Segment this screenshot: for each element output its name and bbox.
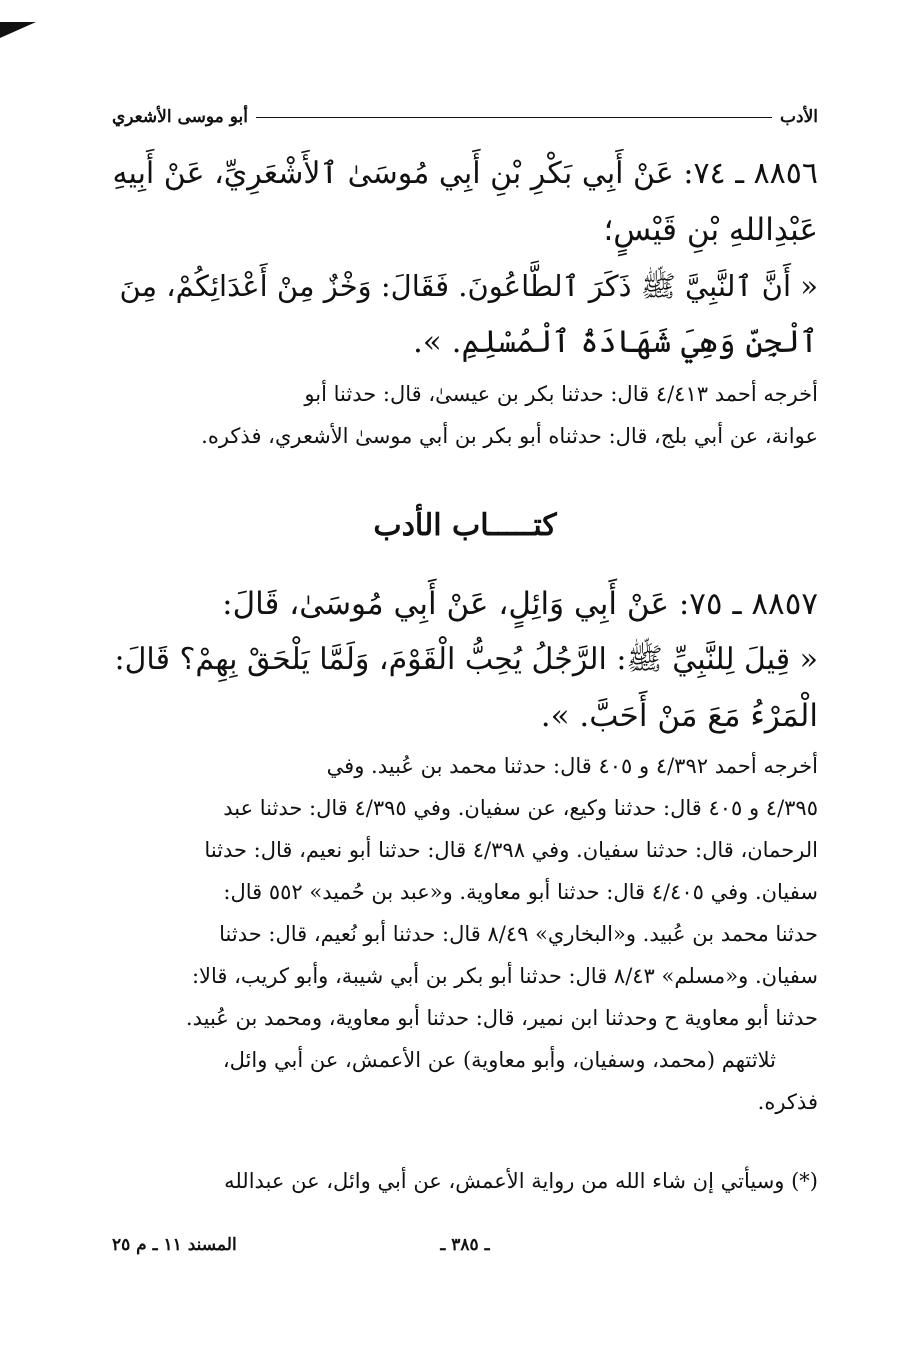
footnote-line: (*) وسيأتي إن شاء الله من رواية الأعمش، عن أبي وائل، عن عبدالله bbox=[224, 1169, 818, 1193]
takhrij-line: عوانة، عن أبي بلج، قال: حدثناه أبو بكر بن أبي موسىٰ الأشعري، فذكره. bbox=[201, 424, 818, 448]
takhrij-line: حدثنا أبو معاوية ح وحدثنا ابن نمير، قال: حدثنا أبو معاوية، ومحمد بن عُبيد. bbox=[185, 1006, 818, 1030]
hadith-8856 bbox=[112, 146, 818, 370]
takhrij-line: ثلاثتهم (محمد، وسفيان، وأبو معاوية) عن الأعمش، عن أبي وائل، bbox=[222, 1048, 776, 1072]
hadith-line: الْمَرْءُ مَعَ مَنْ أَحَبَّ. ». bbox=[540, 698, 818, 734]
page-number: ـ ٣٨٥ ـ bbox=[440, 1235, 490, 1255]
hadith-line: عَبْدِاللهِ بْنِ قَيْسٍ؛ bbox=[603, 212, 818, 248]
hadith-line: « قِيلَ لِلنَّبِيِّ ﷺ: الرَّجُلُ يُحِبُّ الْقَوْمَ، وَلَمَّا يَلْحَقْ بِهِمْ؟ قَالَ: bbox=[114, 642, 818, 677]
book-title: كتـــــاب الأدب bbox=[373, 508, 557, 543]
takhrij-line: سفيان. و«مسلم» ٨/٤٣ قال: حدثنا أبو بكر بن أبي شيبة، وأبو كريب، قالا: bbox=[191, 964, 818, 988]
page-corner-mark bbox=[0, 22, 36, 38]
takhrij-8857 bbox=[112, 745, 818, 1123]
header-section: الأدب bbox=[780, 107, 818, 127]
hadith-line: ٨٨٥٧ ـ ٧٥: عَنْ أَبِي وَائِلٍ، عَنْ أَبِي مُوسَىٰ، قَالَ: bbox=[222, 586, 818, 622]
takhrij-line: سفيان. وفي ٤/٤٠٥ قال: حدثنا أبو معاوية. و«عبد بن حُميد» ٥٥٢ قال: bbox=[223, 880, 818, 904]
hadith-line: ٨٨٥٦ ـ ٧٤: عَنْ أَبِي بَكْرِ بْنِ أَبِي مُوسَىٰ ٱلأَشْعَرِيِّ، عَنْ أَبِيهِ bbox=[112, 156, 818, 191]
footnote bbox=[112, 1160, 818, 1202]
book-page bbox=[112, 0, 818, 1362]
takhrij-line: أخرجه أحمد ٤/٣٩٢ و ٤٠٥ قال: حدثنا محمد بن عُبيد. وفي bbox=[326, 754, 818, 778]
hadith-line: ٱلْجِنِّ وَهِيَ شَهَادَةُ ٱلْمُسْلِمِ. ». bbox=[412, 324, 818, 360]
takhrij-line: أخرجه أحمد ٤/٤١٣ قال: حدثنا بكر بن عيسىٰ، قال: حدثنا أبو bbox=[304, 382, 818, 406]
volume-code: المسند ١١ ـ م ٢٥ bbox=[112, 1235, 237, 1255]
hadith-line: « أَنَّ ٱلنَّبِيَّ ﷺ ذَكَرَ ٱلطَّاعُونَ. فَقَالَ: وَخْزٌ مِنْ أَعْدَائِكُمْ، مِنَ bbox=[119, 269, 818, 303]
takhrij-line: فذكره. bbox=[757, 1090, 818, 1114]
takhrij-line: ٤/٣٩٥ و ٤٠٥ قال: حدثنا وكيع، عن سفيان. وفي ٤/٣٩٥ قال: حدثنا عبد bbox=[223, 796, 818, 820]
hadith-8857 bbox=[112, 576, 818, 744]
running-header bbox=[112, 104, 818, 130]
takhrij-8856 bbox=[112, 373, 818, 457]
takhrij-line: الرحمان، قال: حدثنا سفيان. وفي ٤/٣٩٨ قال: حدثنا أبو نعيم، قال: حدثنا bbox=[204, 838, 818, 862]
page-footer bbox=[112, 1235, 818, 1259]
header-narrator: أبو موسى الأشعري bbox=[112, 107, 248, 127]
header-rule bbox=[256, 117, 772, 118]
takhrij-line: حدثنا محمد بن عُبيد. و«البخاري» ٨/٤٩ قال: حدثنا أبو نُعيم، قال: حدثنا bbox=[219, 922, 818, 946]
